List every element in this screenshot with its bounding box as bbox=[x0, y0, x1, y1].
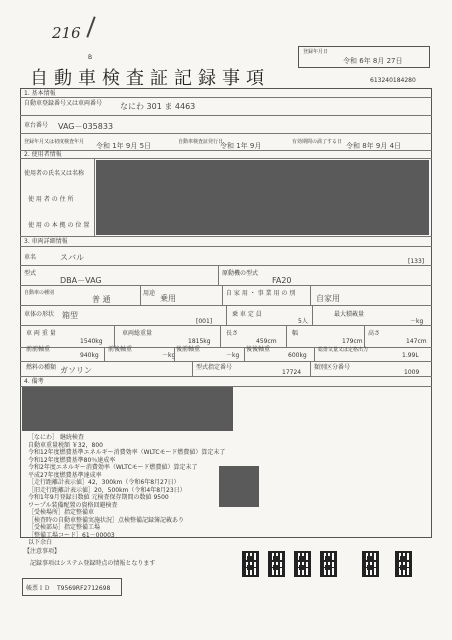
purpose-label: 自 家 用 ・ 事 業 用 の 別 bbox=[226, 290, 296, 297]
registration-date-value: 令和 6年 8月 27日 bbox=[343, 57, 403, 65]
first-reg-value: 令和 1年 9月 5日 bbox=[96, 142, 152, 150]
category-label: 類別区分番号 bbox=[314, 364, 351, 371]
fuel-value: ガソリン bbox=[60, 366, 92, 375]
remarks-line: 令和12年度燃費基準80％達成率 bbox=[28, 456, 116, 464]
gross-label: 車両総重量 bbox=[122, 330, 153, 337]
remarks-line: ［走行距離計表示値］42，300km（令和6年8月27日） bbox=[28, 479, 180, 486]
qr-code-11 bbox=[362, 560, 379, 577]
rear-front-axle-value: －kg bbox=[226, 352, 240, 359]
user-info-redaction bbox=[96, 160, 429, 235]
use-label: 用途 bbox=[143, 290, 156, 297]
qr-code-9 bbox=[294, 560, 311, 577]
registration-date-label: 登録年月日 bbox=[303, 49, 329, 55]
front-front-axle-label: 前前軸重 bbox=[26, 346, 51, 353]
remarks-line: 平成27年度燃費基準達成率 bbox=[28, 471, 102, 479]
maker-value: スバル bbox=[60, 253, 84, 262]
type-designation-value: 17724 bbox=[282, 369, 302, 376]
plate-value: なにわ 301 ま 4463 bbox=[120, 102, 196, 111]
model-value: DBA－VAG bbox=[60, 276, 102, 285]
section-remarks-heading: 4. 備考 bbox=[24, 378, 44, 385]
displacement-value: 1.99L bbox=[402, 352, 419, 359]
kind-value: 普 通 bbox=[92, 295, 111, 304]
height-value: 147cm bbox=[406, 338, 427, 345]
maker-code: [133] bbox=[408, 258, 425, 265]
user-base-label: 使 用 の 本 拠 の 位 置 bbox=[28, 222, 90, 229]
capacity-label: 乗 車 定 員 bbox=[232, 311, 262, 318]
type-designation-label: 型式指定番号 bbox=[196, 364, 233, 371]
section-vehicle-heading: 3. 車両詳細情報 bbox=[24, 238, 68, 245]
remarks-line: 令和2年度エネルギー消費効率（WLTCモード燃費値）算定未了 bbox=[28, 464, 198, 471]
remarks-line: ワープル装備配置の資格回避検査 bbox=[28, 501, 118, 509]
shape-value: 箱型 bbox=[62, 311, 78, 320]
remarks-line: ［受検場所］指定整備車 bbox=[28, 509, 95, 516]
serial-number: 613240184280 bbox=[370, 77, 416, 84]
remarks-line: 令和12年度燃費基準エネルギー消費効率（WLTCモード燃費値）算定未了 bbox=[28, 449, 226, 456]
form-id-label: 帳票ＩＤ bbox=[26, 585, 51, 592]
qr-code-7 bbox=[242, 560, 259, 577]
issue-label: 自動車検査証発行日 bbox=[178, 139, 224, 145]
chassis-value: VAG－035833 bbox=[58, 122, 114, 131]
fuel-label: 燃料の種類 bbox=[26, 364, 57, 371]
handwritten-slash bbox=[86, 16, 95, 37]
front-front-axle-value: 940kg bbox=[80, 352, 99, 359]
first-reg-label: 登録年月又は初度検査年月 bbox=[24, 139, 85, 145]
category-value: 1009 bbox=[404, 369, 420, 376]
model-label: 型式 bbox=[24, 270, 37, 277]
remarks-line: 以下余白 bbox=[28, 539, 53, 546]
remarks-list bbox=[28, 434, 225, 547]
remarks-line: ［検査時の自動車整備実施状況］点検整備記録簿記載あり bbox=[28, 516, 185, 524]
kind-label: 自動車の種別 bbox=[24, 290, 55, 296]
notice-text: 記録事項はシステム登録時点の情報となります bbox=[30, 560, 156, 567]
shape-label: 車体の形状 bbox=[24, 311, 55, 318]
front-rear-axle-label: 前後軸重 bbox=[108, 346, 133, 353]
engine-label: 原動機の型式 bbox=[222, 270, 259, 277]
remarks-line: ［受検部局］指定整備工場 bbox=[28, 524, 101, 531]
purpose-value: 自家用 bbox=[316, 294, 340, 303]
displacement-label: 総排気量又は定格出力 bbox=[318, 347, 369, 353]
use-value: 乗用 bbox=[160, 294, 176, 303]
capacity-value: 5人 bbox=[298, 318, 308, 325]
plate-label: 自動車登録番号又は車両番号 bbox=[24, 100, 103, 107]
registration-date-box bbox=[298, 46, 430, 68]
maxload-value: －kg bbox=[410, 318, 424, 325]
shape-code: [001] bbox=[196, 318, 213, 325]
section-basic-heading: 1. 基本情報 bbox=[24, 90, 56, 97]
qr-code-10 bbox=[320, 560, 337, 577]
engine-value: FA20 bbox=[272, 276, 292, 285]
front-rear-axle-value: －kg bbox=[162, 352, 176, 359]
expiry-value: 令和 8年 9月 4日 bbox=[346, 142, 402, 150]
qr-code-12 bbox=[395, 560, 412, 577]
chassis-label: 車台番号 bbox=[24, 122, 49, 129]
maker-label: 車名 bbox=[24, 254, 37, 261]
form-code: B bbox=[88, 54, 93, 61]
remarks-line: 自動車重量税額 ￥32，800 bbox=[28, 441, 103, 449]
weight-label: 車 両 重 量 bbox=[26, 330, 56, 337]
remarks-line: ［整備工場コード］61－00003 bbox=[28, 531, 115, 539]
handwritten-number: 216 bbox=[52, 24, 81, 42]
remarks-line: 令和1年9月登録日数値 元検査保存期間の数値 9500 bbox=[28, 494, 169, 501]
expiry-label: 有効期間の満了する日 bbox=[292, 139, 343, 145]
remarks-redaction bbox=[22, 387, 233, 431]
notice-title: 【注意事項】 bbox=[24, 548, 61, 555]
rear-rear-axle-value: 600kg bbox=[288, 352, 307, 359]
width-value: 179cm bbox=[342, 338, 363, 345]
remarks-line: ［旧走行距離計表示値］20，500km（令和4年8月23日） bbox=[28, 486, 186, 494]
section-user-heading: 2. 使用者情報 bbox=[24, 151, 62, 158]
form-id-value: T9569RF2712698 bbox=[57, 585, 111, 592]
rear-rear-axle-label: 後後軸重 bbox=[246, 346, 271, 353]
user-address-label: 使 用 者 の 住 所 bbox=[28, 196, 74, 203]
length-value: 459cm bbox=[256, 338, 277, 345]
width-label: 幅 bbox=[292, 330, 299, 337]
length-label: 長さ bbox=[226, 330, 239, 337]
issue-value: 令和 1年 9月 bbox=[220, 142, 262, 150]
qr-code-8 bbox=[268, 560, 285, 577]
weight-value: 1540kg bbox=[80, 338, 103, 345]
form-id-box bbox=[22, 578, 122, 596]
gross-value: 1815kg bbox=[188, 338, 211, 345]
document-title: 自動車検査証記録事項 bbox=[30, 68, 270, 89]
user-name-label: 使用者の氏名又は名称 bbox=[24, 170, 85, 177]
height-label: 高さ bbox=[368, 330, 381, 337]
rear-front-axle-label: 後前軸重 bbox=[176, 346, 201, 353]
maxload-label: 最大積載量 bbox=[334, 311, 365, 318]
remarks-line: ［なにわ］ 継続検査 bbox=[28, 434, 84, 441]
